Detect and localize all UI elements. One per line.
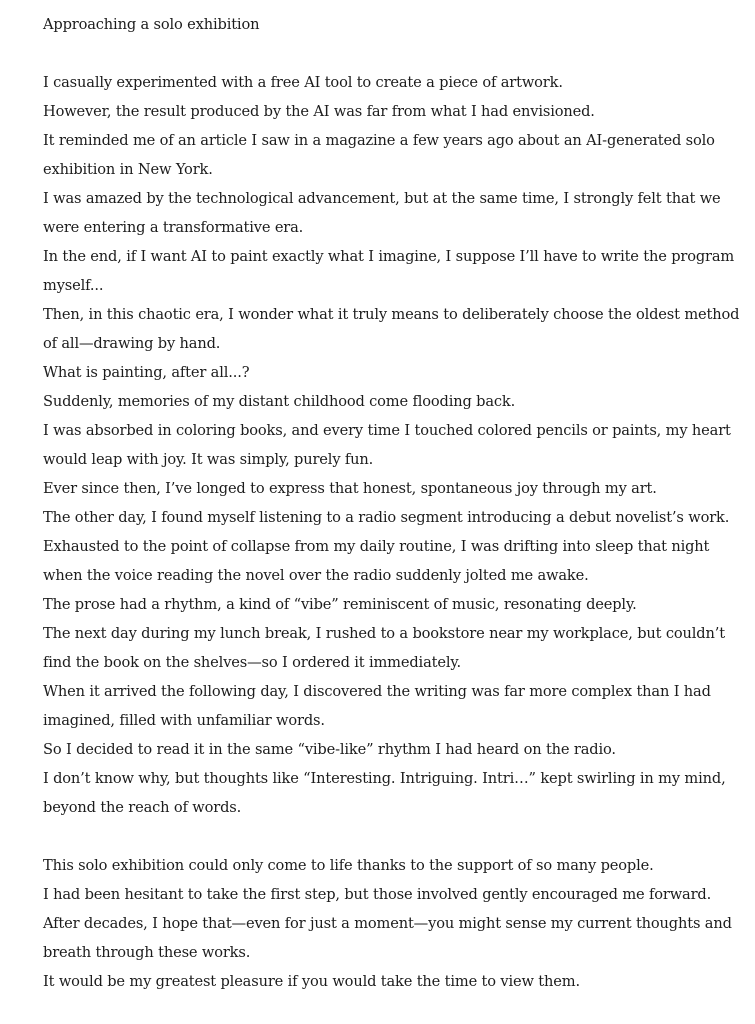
- paragraph: I was absorbed in coloring books, and every time I touched colored pencils or paints, my heart would leap with joy. It was simply, purely fun.: [43, 422, 731, 468]
- paragraph: So I decided to read it in the same “vibe-like” rhythm I had heard on the radio.: [43, 741, 616, 758]
- section-gap: [43, 822, 743, 851]
- paragraph: I casually experimented with a free AI tool to create a piece of artwork.: [43, 74, 563, 91]
- paragraph: However, the result produced by the AI was far from what I had envisioned.: [43, 103, 595, 120]
- paragraph: I was amazed by the technological advancement, but at the same time, I strongly felt that we were entering a transformative era.: [43, 190, 721, 236]
- paragraph: After decades, I hope that—even for just a moment—you might sense my current thoughts and breath through these works.: [43, 915, 732, 961]
- paragraph: This solo exhibition could only come to life thanks to the support of so many people.: [43, 857, 654, 874]
- paragraph: When it arrived the following day, I discovered the writing was far more complex than I had imagined, filled with unfamiliar words.: [43, 683, 711, 729]
- paragraph: Exhausted to the point of collapse from my daily routine, I was drifting into sleep that night when the voice reading the novel over the radio suddenly jolted me awake.: [43, 538, 710, 584]
- body-section-2: [43, 851, 743, 996]
- paragraph: Suddenly, memories of my distant childhood come flooding back.: [43, 393, 516, 410]
- paragraph: It reminded me of an article I saw in a magazine a few years ago about an AI-generated solo exhibition in New York.: [43, 132, 715, 178]
- paragraph: Then, in this chaotic era, I wonder what it truly means to deliberately choose the oldest method of all—drawing by hand.: [43, 306, 740, 352]
- paragraph: It would be my greatest pleasure if you would take the time to view them.: [43, 973, 580, 990]
- paragraph: The prose had a rhythm, a kind of “vibe” reminiscent of music, resonating deeply.: [43, 596, 637, 613]
- paragraph: Ever since then, I’ve longed to express that honest, spontaneous joy through my art.: [43, 480, 657, 497]
- paragraph: The other day, I found myself listening to a radio segment introducing a debut novelist’s work.: [43, 509, 730, 526]
- paragraph: The next day during my lunch break, I rushed to a bookstore near my workplace, but couldn’t find the book on the shelves—so I ordered it immediately.: [43, 625, 725, 671]
- paragraph: I had been hesitant to take the first step, but those involved gently encouraged me forward.: [43, 886, 712, 903]
- paragraph: What is painting, after all...?: [43, 364, 250, 381]
- paragraph: I don’t know why, but thoughts like “Interesting. Intriguing. Intri…” kept swirling in my mind, beyond the reach of words.: [43, 770, 726, 816]
- body-section-1: [43, 68, 743, 822]
- document-title: Approaching a solo exhibition: [43, 16, 260, 33]
- document-page: [43, 10, 743, 996]
- paragraph: In the end, if I want AI to paint exactly what I imagine, I suppose I’ll have to write the program myself...: [43, 248, 735, 294]
